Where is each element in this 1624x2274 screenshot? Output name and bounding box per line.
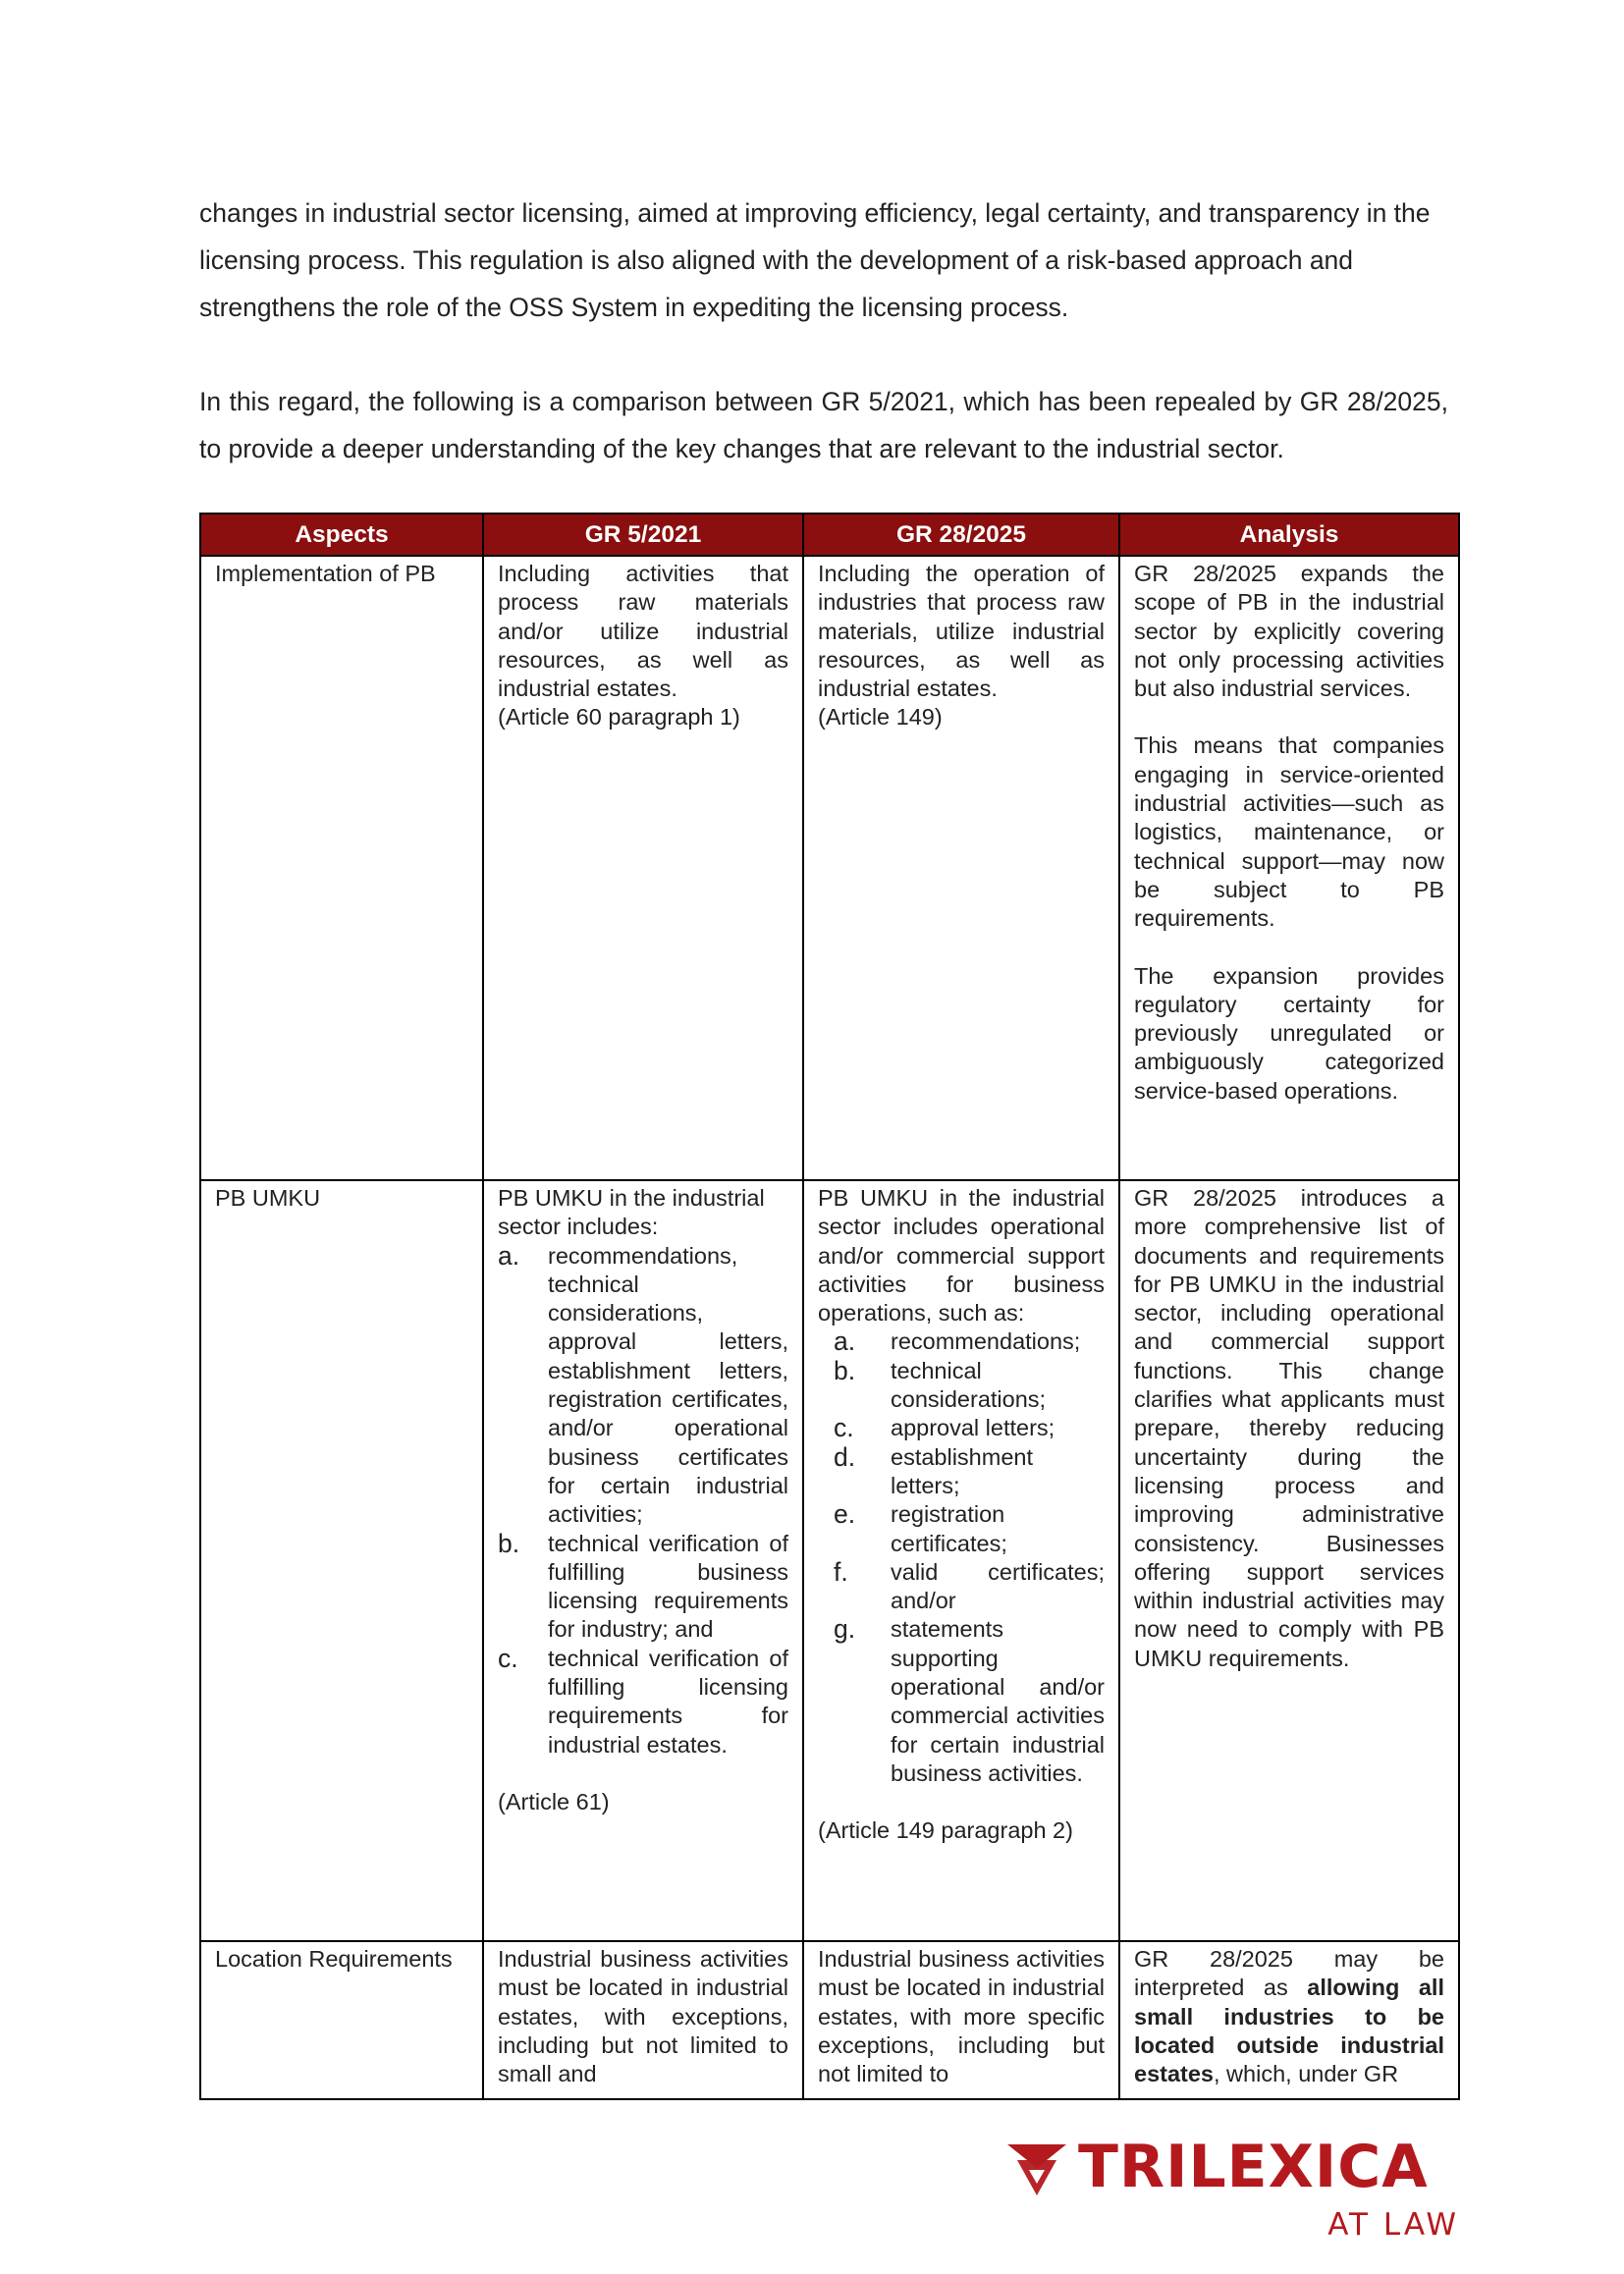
logo-chevron-icon	[1007, 2144, 1066, 2195]
list-marker: b.	[498, 1528, 520, 1558]
table-row	[200, 556, 1459, 1180]
list-item	[498, 1645, 788, 1760]
gr2025-cell	[803, 1180, 1119, 1941]
gr2021-cell	[483, 1180, 803, 1941]
analysis-paragraph: GR 28/2025 expands the scope of PB in the industrial sector by explicitly covering not only processing activities but also industrial services.	[1134, 561, 1444, 702]
list-text: establishment letters;	[891, 1443, 1033, 1498]
header-gr-5-2021: GR 5/2021	[483, 514, 803, 556]
gr2021-list	[498, 1242, 788, 1760]
list-item	[818, 1615, 1105, 1788]
gr2021-text: Industrial business activities must be located in industrial estates, with exceptions, including but not limited to small and	[498, 1946, 788, 2087]
list-text: registration certificates;	[891, 1501, 1007, 1556]
gr2025-intro: PB UMKU in the industrial sector includes operational and/or commercial support activities for business operations, such as:	[818, 1185, 1105, 1326]
list-marker: c.	[834, 1413, 854, 1443]
list-item	[818, 1500, 1105, 1558]
aspect-cell: PB UMKU	[200, 1180, 483, 1941]
gr2025-list	[818, 1327, 1105, 1788]
list-text: technical verification of fulfilling licensing requirements for industrial estates.	[548, 1645, 788, 1758]
analysis-paragraph: The expansion provides regulatory certainty for previously unregulated or ambiguously categorized service-based operations.	[1134, 962, 1444, 1104]
list-text: approval letters;	[891, 1415, 1056, 1441]
header-gr-28-2025: GR 28/2025	[803, 514, 1119, 556]
gr2021-cell	[483, 556, 803, 1180]
gr2025-text: Including the operation of industries that process raw materials, utilize industrial resources, as well as industrial estates.	[818, 561, 1105, 702]
list-text: recommendations, technical considerations, approval letters, establishment letters, registration certificates, and/or operational business certificates for certain industrial activities;	[548, 1242, 788, 1528]
table-row	[200, 1180, 1459, 1941]
list-text: statements supporting operational and/or commercial activities for certain industrial business activities.	[891, 1616, 1105, 1786]
intro-paragraph-2	[199, 378, 1448, 472]
aspect-cell: Implementation of PB	[200, 556, 483, 1180]
list-marker: a.	[498, 1240, 520, 1271]
trilexica-logo	[1007, 2133, 1459, 2243]
list-text: technical verification of fulfilling business licensing requirements for industry; and	[548, 1530, 788, 1643]
gr2021-cell	[483, 1941, 803, 2099]
gr2021-text: Including activities that process raw materials and/or utilize industrial resources, as well as industrial estates.	[498, 561, 788, 702]
list-marker: e.	[834, 1499, 856, 1530]
list-marker: a.	[834, 1326, 856, 1357]
list-text: valid certificates; and/or	[891, 1558, 1105, 1614]
list-text: recommendations;	[891, 1328, 1081, 1355]
list-marker: b.	[834, 1355, 856, 1385]
list-marker: c.	[498, 1643, 518, 1673]
analysis-cell	[1119, 1941, 1459, 2099]
list-marker: d.	[834, 1441, 856, 1472]
comparison-table	[199, 513, 1460, 2100]
intro-paragraph-2-text: In this regard, the following is a comparison between GR 5/2021, which has been repealed by GR 28/2025, to provide a deeper understanding of the key changes that are relevant to the industrial sector.	[199, 387, 1448, 463]
analysis-cell	[1119, 556, 1459, 1180]
gr2021-reference: (Article 61)	[498, 1788, 610, 1814]
gr2025-reference: (Article 149)	[818, 704, 943, 731]
intro-paragraph-1-text: changes in industrial sector licensing, aimed at improving efficiency, legal certainty, and transparency in the licensing process. This regulation is also aligned with the development of a risk-based approach and strengthens the role of the OSS System in expediting the licensing process.	[199, 198, 1431, 322]
intro-paragraph-1	[199, 190, 1448, 331]
list-item	[498, 1530, 788, 1645]
aspect-cell: Location Requirements	[200, 1941, 483, 2099]
list-marker: g.	[834, 1614, 856, 1645]
gr2025-cell	[803, 556, 1119, 1180]
list-item	[818, 1327, 1105, 1356]
gr2021-intro: PB UMKU in the industrial sector includes:	[498, 1185, 765, 1240]
gr2025-cell	[803, 1941, 1119, 2099]
logo-name: TRILEXICA	[1078, 2133, 1429, 2201]
header-aspects: Aspects	[200, 514, 483, 556]
table-header-row	[200, 514, 1459, 556]
analysis-bold-text: allowing all small industries to be located outside industrial estates	[1134, 1975, 1444, 2087]
table-row	[200, 1941, 1459, 2099]
gr2021-reference: (Article 60 paragraph 1)	[498, 704, 740, 731]
list-item	[818, 1357, 1105, 1415]
analysis-text: , which, under GR	[1214, 2061, 1399, 2087]
list-item	[498, 1242, 788, 1530]
list-item	[818, 1414, 1105, 1442]
logo-subtitle: AT LAW	[1327, 2207, 1459, 2243]
gr2025-reference: (Article 149 paragraph 2)	[818, 1817, 1073, 1844]
analysis-paragraph: This means that companies engaging in service-oriented industrial activities—such as logistics, maintenance, or technical support—may now be subject to PB requirements.	[1134, 732, 1444, 932]
list-text: technical considerations;	[891, 1357, 1047, 1413]
list-item	[818, 1558, 1105, 1616]
analysis-cell	[1119, 1180, 1459, 1941]
analysis-paragraph	[1134, 1945, 1444, 2088]
analysis-text: GR 28/2025 may be interpreted as	[1134, 1946, 1444, 2001]
list-marker: f.	[834, 1556, 848, 1587]
header-analysis: Analysis	[1119, 514, 1459, 556]
gr2025-text: Industrial business activities must be located in industrial estates, with more specific exceptions, including but not limited to	[818, 1946, 1105, 2087]
list-item	[818, 1443, 1105, 1501]
analysis-paragraph: GR 28/2025 introduces a more comprehensive list of documents and requirements for PB UMKU in the industrial sector, including operational and commercial support functions. This change clarifies what applicants must prepare, thereby reducing uncertainty during the licensing process and improving administrative consistency. Businesses offering support services within industrial activities may now need to comply with PB UMKU requirements.	[1134, 1185, 1444, 1671]
